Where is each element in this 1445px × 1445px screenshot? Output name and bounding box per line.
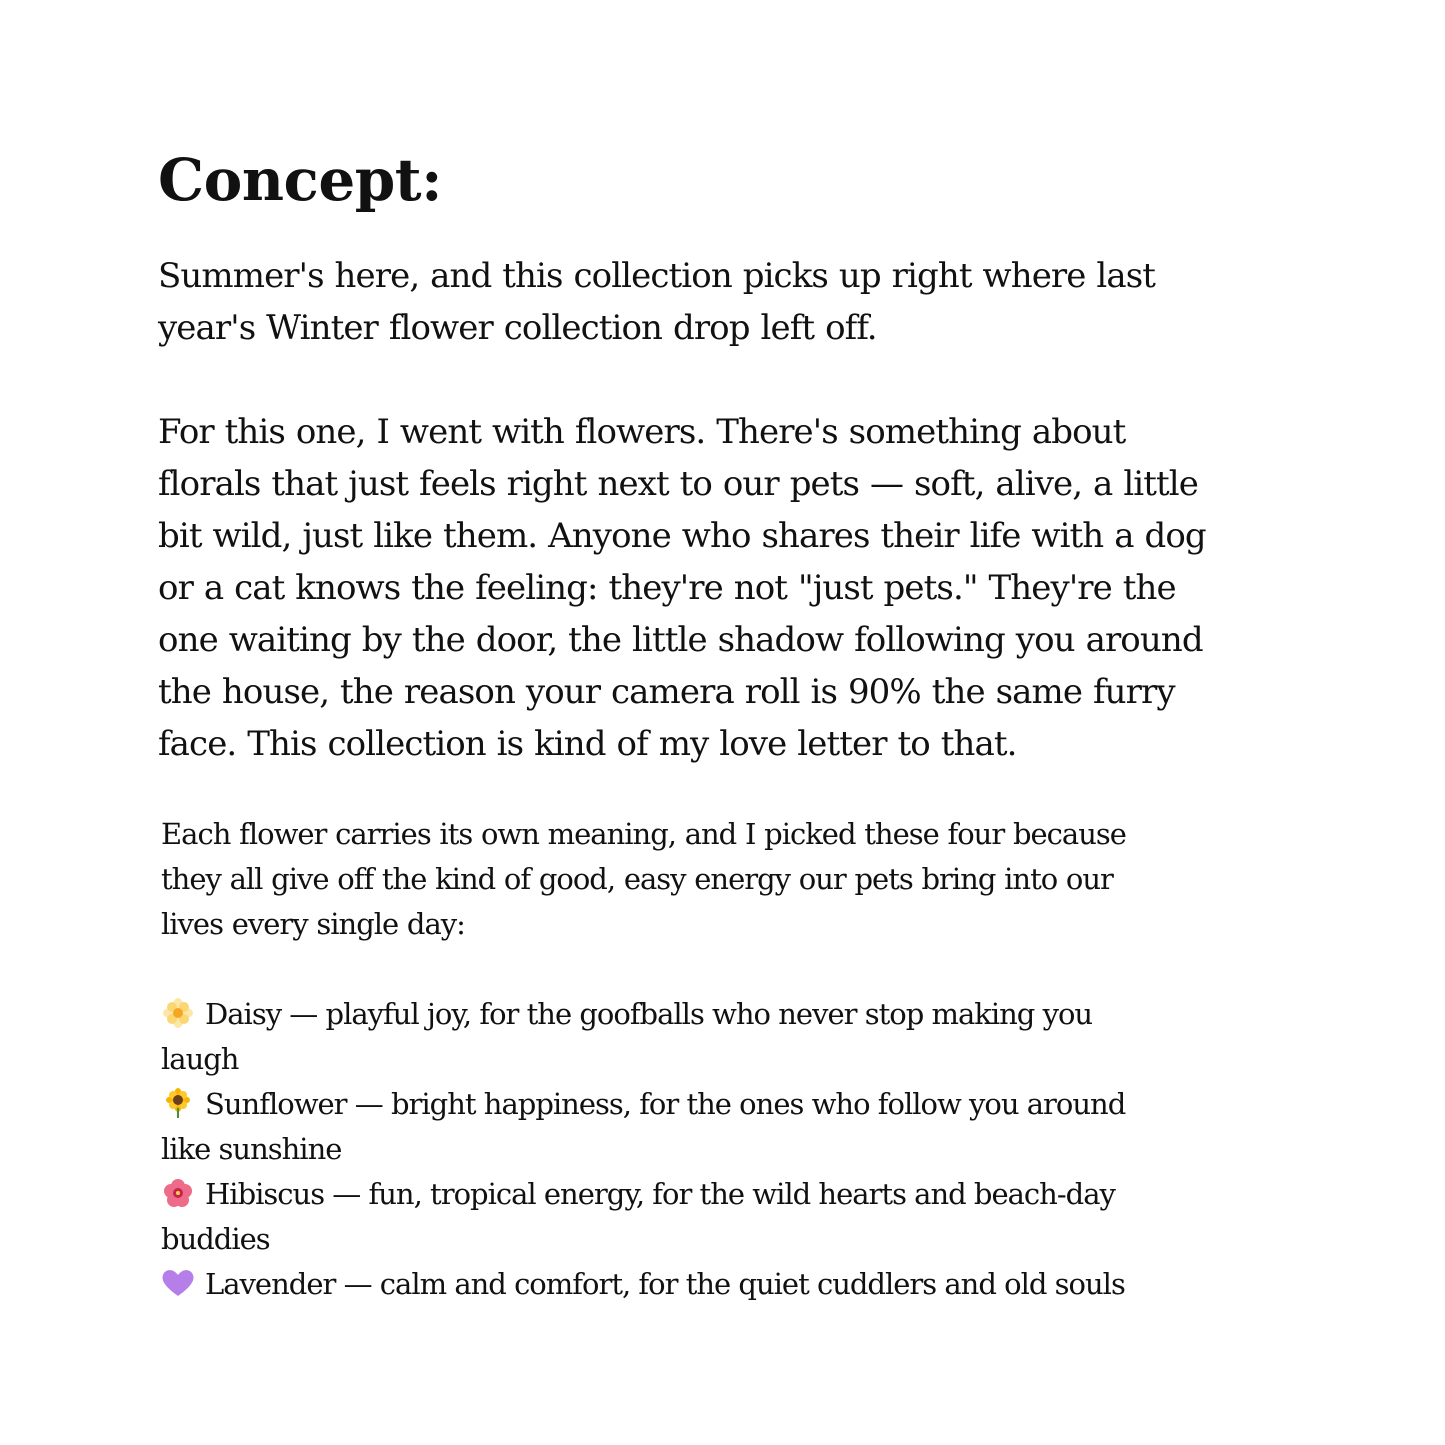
purple-heart-icon (161, 1268, 197, 1298)
text-line: For this one, I went with flowers. There's something about (158, 412, 1126, 452)
sunflower-icon (161, 1088, 197, 1118)
flower-list (161, 992, 1125, 1307)
flower-item-hibiscus (161, 1172, 1125, 1262)
text-line: the house, the reason your camera roll is 90% the same furry (158, 672, 1175, 712)
hibiscus-icon (161, 1178, 197, 1208)
text-line: bit wild, just like them. Anyone who shares their life with a dog (158, 516, 1206, 556)
text-line: face. This collection is kind of my love letter to that. (158, 724, 1017, 764)
intro-paragraph-2 (158, 406, 1318, 770)
text-line: one waiting by the door, the little shadow following you around (158, 620, 1203, 660)
text-line: they all give off the kind of good, easy energy our pets bring into our (161, 862, 1113, 896)
intro-paragraph-1 (158, 250, 1318, 354)
flower-text: Lavender — calm and comfort, for the quiet cuddlers and old souls (205, 1267, 1125, 1301)
flower-item-daisy (161, 992, 1125, 1082)
flower-item-sunflower (161, 1082, 1125, 1172)
flower-text-continued: buddies (161, 1222, 270, 1256)
flower-text-continued: like sunshine (161, 1132, 342, 1166)
text-line: year's Winter flower collection drop left off. (158, 308, 877, 348)
text-line: Summer's here, and this collection picks up right where last (158, 256, 1156, 296)
text-line: Each flower carries its own meaning, and I picked these four because (161, 817, 1126, 851)
flower-text: Daisy — playful joy, for the goofballs who never stop making you (205, 997, 1093, 1031)
flower-text: Sunflower — bright happiness, for the ones who follow you around (205, 1087, 1126, 1121)
flower-text-continued: laugh (161, 1042, 239, 1076)
flower-text: Hibiscus — fun, tropical energy, for the wild hearts and beach-day (205, 1177, 1115, 1211)
text-line: florals that just feels right next to our pets — soft, alive, a little (158, 464, 1198, 504)
page-title: Concept: (158, 146, 442, 214)
daisy-icon (161, 998, 197, 1028)
text-line: or a cat knows the feeling: they're not "just pets." They're the (158, 568, 1176, 608)
meaning-paragraph (161, 812, 1126, 947)
text-line: lives every single day: (161, 907, 465, 941)
flower-item-lavender (161, 1262, 1125, 1307)
